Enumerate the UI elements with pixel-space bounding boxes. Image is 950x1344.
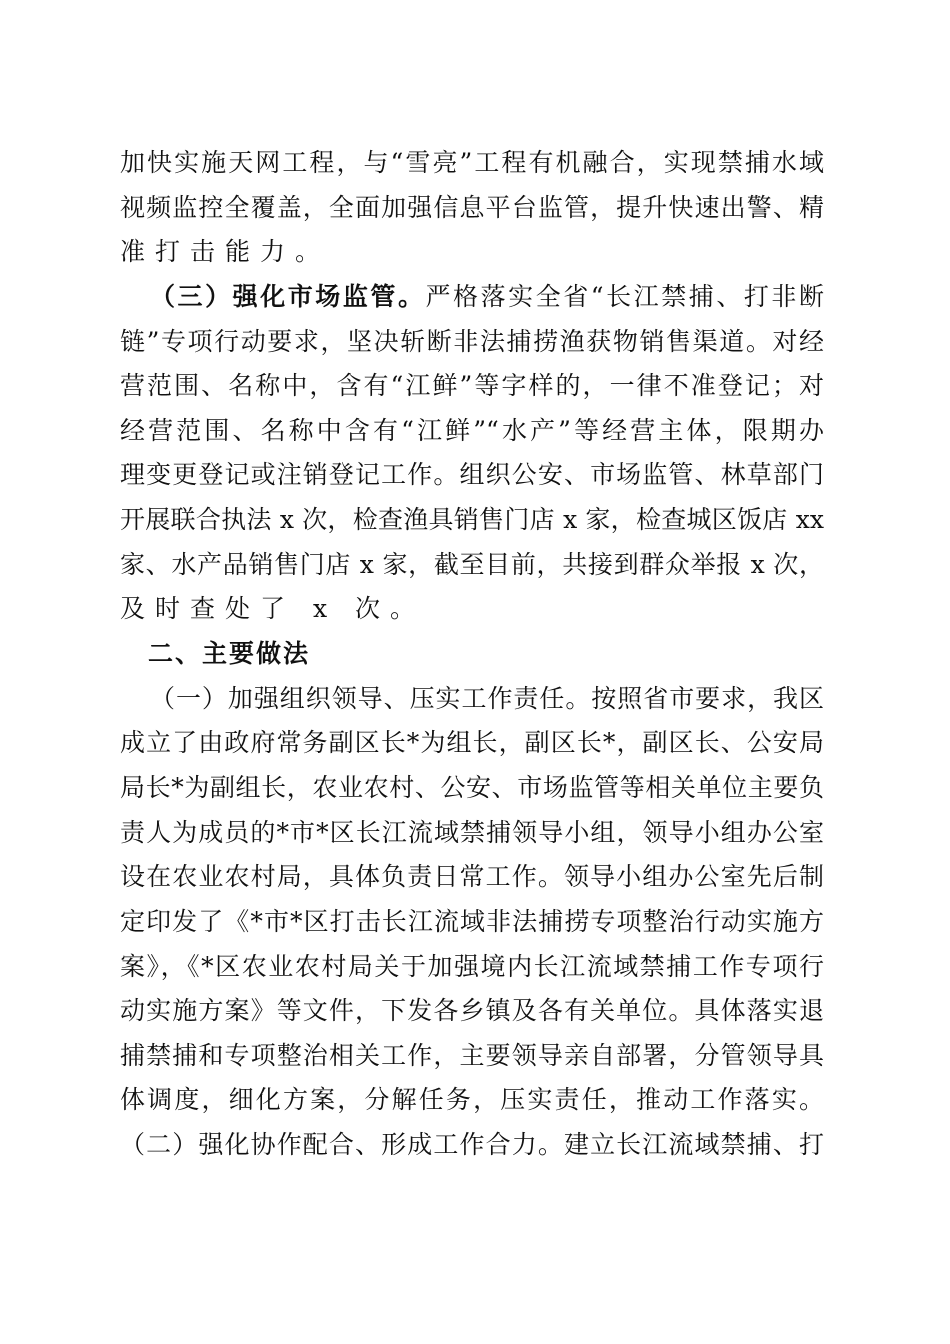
text-line: 准打击能力。 [120,237,331,267]
text-line: 动实施方案》等文件，下发各乡镇及各有关单位。具体落实退 [120,996,824,1026]
text-line: 体调度，细化方案，分解任务，压实责任，推动工作落实。 [120,1085,824,1115]
text-line: 成立了由政府常务副区长*为组长，副区长*，副区长、公安局 [120,728,824,758]
text-line: 定印发了《*市*区打击长江流域非法捕捞专项整治行动实施方 [120,906,824,936]
text-line: 加快实施天网工程，与“雪亮”工程有机融合，实现禁捕水域 [120,148,824,177]
paragraph-first-line: （一）加强组织领导、压实工作责任。按照省市要求，我区 [150,683,824,713]
section-heading: 二、主要做法 [148,639,311,669]
text-line: 营范围、名称中，含有“江鲜”等字样的，一律不准登记；对 [120,371,824,401]
text-span: 严格落实全省“长江禁捕、打非断 [425,281,824,311]
text-line: 家、水产品销售门店 x 家，截至目前，共接到群众举报 x 次， [120,549,824,579]
text-line: 设在农业农村局，具体负责日常工作。领导小组办公室先后制 [120,862,824,892]
text-line: 责人为成员的*市*区长江流域禁捕领导小组，领导小组办公室 [120,817,824,847]
text-line: 链”专项行动要求，坚决斩断非法捕捞渔获物销售渠道。对经 [120,326,824,356]
section-lead: （三）强化市场监管。 [150,281,426,311]
text-line: 及时查处了 x 次。 [120,594,425,624]
text-line: 视频监控全覆盖，全面加强信息平台监管，提升快速出警、精 [120,192,824,222]
text-line: 理变更登记或注销登记工作。组织公安、市场监管、林草部门 [120,460,824,490]
text-line: 案》，《*区农业农村局关于加强境内长江流域禁捕工作专项行 [120,951,824,981]
paragraph-first-line [120,275,824,320]
text-line: 开展联合执法 x 次，检查渔具销售门店 x 家，检查城区饭店 xx [120,505,824,535]
document-page [120,141,824,1168]
paragraph-first-line: （二）强化协作配合、形成工作合力。建立长江流域禁捕、打 [120,1130,824,1160]
text-line: 捕禁捕和专项整治相关工作，主要领导亲自部署，分管领导具 [120,1040,824,1070]
text-line: 局长*为副组长，农业农村、公安、市场监管等相关单位主要负 [120,772,824,802]
text-line: 经营范围、名称中含有“江鲜”“水产”等经营主体，限期办 [120,415,824,445]
